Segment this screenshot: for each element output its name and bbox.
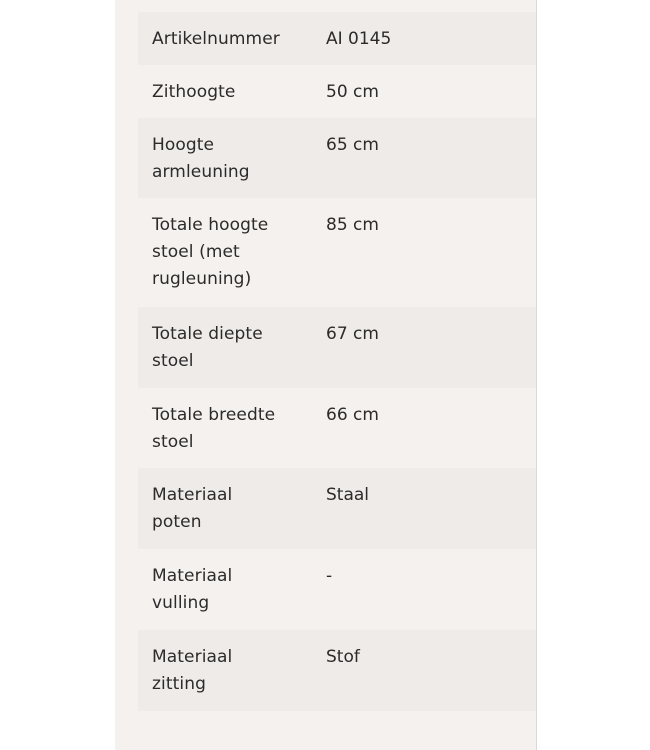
spec-value-zithoogte: 50 cm [326,82,379,102]
spec-value-artikelnummer: AI 0145 [326,29,392,49]
spec-value-totale-diepte: 67 cm [326,324,379,344]
spec-value-totale-breedte: 66 cm [326,405,379,425]
table-row [138,65,536,118]
table-row [138,307,536,388]
spec-label-materiaal-vulling: Materiaal vulling [152,566,233,613]
table-row [138,549,536,630]
spec-label-zithoogte: Zithoogte [152,82,236,102]
spec-label-hoogte-armleuning: Hoogte armleuning [152,135,250,182]
spec-value-materiaal-zitting: Stof [326,647,360,667]
spec-label-artikelnummer: Artikelnummer [152,29,280,49]
table-row [138,468,536,549]
table-row [138,198,536,307]
spec-value-materiaal-vulling: - [326,566,333,586]
spec-value-hoogte-armleuning: 65 cm [326,135,379,155]
spec-label-totale-diepte: Totale diepte stoel [152,324,263,371]
table-row [138,388,536,468]
spec-label-totale-hoogte: Totale hoogte stoel (met rugleuning) [152,215,269,289]
table-row [138,630,536,711]
spec-label-materiaal-poten: Materiaal poten [152,485,233,532]
table-row [138,118,536,198]
spec-value-materiaal-poten: Staal [326,485,370,505]
spec-label-materiaal-zitting: Materiaal zitting [152,647,233,694]
spec-label-totale-breedte: Totale breedte stoel [152,405,276,452]
spec-value-totale-hoogte: 85 cm [326,215,379,235]
table-row [138,12,536,65]
specifications-table [138,12,536,711]
